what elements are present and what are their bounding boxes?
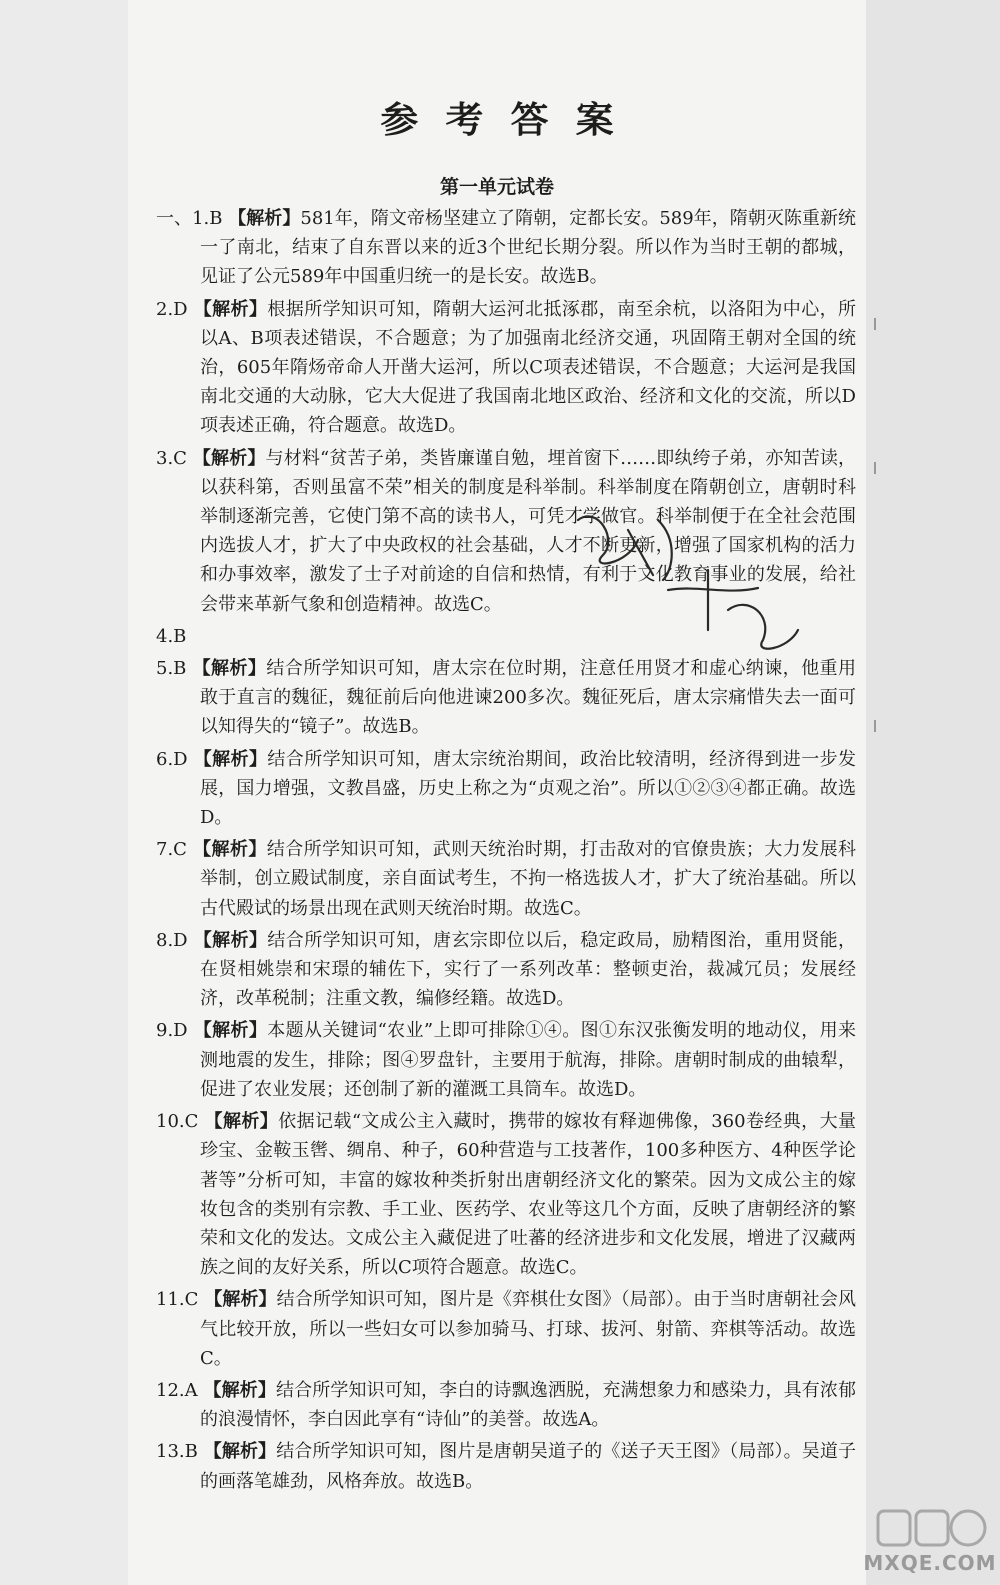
analysis-tag: 【解析】 [204, 1111, 279, 1133]
answer-number: 13.B [156, 1441, 198, 1463]
answer-item [156, 1107, 856, 1282]
analysis-tag: 【解析】 [193, 929, 268, 951]
answer-item [156, 835, 856, 923]
answer-number: 5.B [156, 658, 187, 680]
answer-item [156, 1016, 856, 1104]
analysis-tag: 【解析】 [203, 1379, 276, 1401]
analysis-text: 结合所学知识可知，武则天统治时期，打击敌对的官僚贵族；大力发展科举制，创立殿试制度，亲自面试考生，不拘一格选拔人才，扩大了统治基础。所以古代殿试的场景出现在武则天统治时期。故选C。 [200, 839, 856, 919]
answer-number: 一、1.B [156, 208, 223, 229]
answer-page [128, 0, 866, 1585]
analysis-tag: 【解析】 [193, 839, 267, 861]
answer-item [156, 1376, 856, 1434]
analysis-tag: 【解析】 [203, 1441, 277, 1463]
analysis-text: 结合所学知识可知，唐太宗在位时期，注意任用贤才和虚心纳谏，他重用敢于直言的魏征，魏征前后向他进谏200多次。魏征死后，唐太宗痛惜失去一面可以知得失的“镜子”。故选B。 [200, 658, 856, 738]
analysis-text: 结合所学知识可知，唐玄宗即位以后，稳定政局，励精图治，重用贤能，在贤相姚崇和宋璟的辅佐下，实行了一系列改革：整顿吏治，裁减冗员；发展经济，改革税制；注重文教，编修经籍。故选D。 [200, 929, 857, 1010]
analysis-tag: 【解析】 [193, 748, 268, 770]
answer-item [156, 1437, 856, 1495]
analysis-text: 依据记载“文成公主入藏时，携带的嫁妆有释迦佛像，360卷经典，大量珍宝、金鞍玉辔、绸帛、种子，60种营造与工技著作，100多种医方、4种医学论著等”分析可知，丰富的嫁妆种类折射出唐朝经济文化的繁荣。因为文成公主的嫁妆包含的类别有宗教、手工业、医药学、农业等这几个方面，反映了唐朝经济的繁荣和文化的发达。文成公主入藏促进了吐蕃的经济进步和文化发展，增进了汉藏两族之间的友好关系，所以C项符合题意。故选C。 [200, 1111, 856, 1279]
answer-number: 10.C [156, 1111, 199, 1133]
analysis-text: 与材料“贫苦子弟，类皆廉谨自勉，埋首窗下……即纨绔子弟，亦知苦读，以获科第，否则虽富不荣”相关的制度是科举制。科举制度在隋朝创立，唐朝时科举制逐渐完善，它使门第不高的读书人，可凭才学做官。科举制便于在全社会范围内选拔人才，扩大了中央政权的社会基础，人才不断更新，增强了国家机构的活力和办事效率，激发了士子对前途的自信和热情，有利于文化教育事业的发展，给社会带来革新气象和创造精神。故选C。 [200, 447, 857, 615]
answer-number: 12.A [156, 1379, 198, 1401]
scan-margin-left [0, 0, 128, 1585]
answer-item [156, 654, 856, 742]
answer-list [156, 204, 856, 1496]
answer-item [156, 926, 856, 1014]
answer-number: 11.C [156, 1289, 199, 1311]
watermark-text: MXQE.COM [863, 1551, 997, 1575]
answer-item [156, 295, 856, 441]
answer-item [156, 204, 856, 292]
analysis-tag: 【解析】 [204, 1289, 277, 1311]
analysis-text: 根据所学知识可知，隋朝大运河北抵涿郡，南至余杭，以洛阳为中心，所以A、B项表述错误，不合题意；为了加强南北经济交通，巩固隋王朝对全国的统治，605年隋炀帝命人开凿大运河，所以C项表述错误，不合题意；大运河是我国南北交通的大动脉，它大大促进了我国南北地区政治、经济和文化的交流，所以D项表述正确，符合题意。故选D。 [200, 298, 857, 437]
answer-number: 4.B [156, 625, 187, 647]
analysis-text: 结合所学知识可知，图片是唐朝吴道子的《送子天王图》（局部）。吴道子的画落笔雄劲，风格奔放。故选B。 [200, 1441, 856, 1492]
page-title: 参考答案 [380, 99, 641, 141]
answer-item [156, 444, 856, 619]
answer-number: 8.D [156, 929, 188, 951]
analysis-tag: 【解析】 [193, 1020, 268, 1042]
analysis-tag: 【解析】 [192, 658, 267, 680]
watermark-logo [860, 1505, 1000, 1585]
analysis-tag: 【解析】 [192, 447, 266, 469]
watermark-icon [860, 1505, 1000, 1555]
analysis-text: 本题从关键词“农业”上即可排除①④。图①东汉张衡发明的地动仪，用来测地震的发生，排除；图④罗盘针，主要用于航海，排除。唐朝时制成的曲辕犁，促进了农业发展；还创制了新的灌溉工具筒车。故选D。 [200, 1020, 856, 1100]
analysis-text: 581年，隋文帝杨坚建立了隋朝，定都长安。589年，隋朝灭陈重新统一了南北，结束了自东晋以来的近3个世纪长期分裂。所以作为当时王朝的都城，见证了公元589年中国重归统一的是长安。故选B。 [200, 208, 856, 288]
answer-number: 3.C [156, 447, 187, 469]
answer-item [156, 622, 856, 651]
answer-item [156, 745, 856, 833]
analysis-tag: 【解析】 [193, 298, 268, 320]
analysis-text: 结合所学知识可知，李白的诗飘逸洒脱，充满想象力和感染力，具有浓郁的浪漫情怀，李白因此享有“诗仙”的美誉。故选A。 [200, 1379, 856, 1431]
answer-item [156, 1285, 856, 1373]
analysis-text: 结合所学知识可知，唐太宗统治期间，政治比较清明，经济得到进一步发展，国力增强，文教昌盛，历史上称之为“贞观之治”。所以①②③④都正确。故选D。 [200, 748, 857, 829]
analysis-text: 结合所学知识可知，图片是《弈棋仕女图》（局部）。由于当时唐朝社会风气比较开放，所以一些妇女可以参加骑马、打球、拔河、射箭、弈棋等活动。故选C。 [200, 1289, 856, 1369]
answer-number: 6.D [156, 748, 188, 770]
answer-number: 2.D [156, 298, 188, 320]
scan-margin-right [866, 0, 1000, 1585]
section-heading: 第一单元试卷 [439, 176, 554, 198]
answer-number: 7.C [156, 839, 187, 861]
analysis-tag: 【解析】 [228, 208, 301, 229]
answer-number: 9.D [156, 1020, 188, 1042]
